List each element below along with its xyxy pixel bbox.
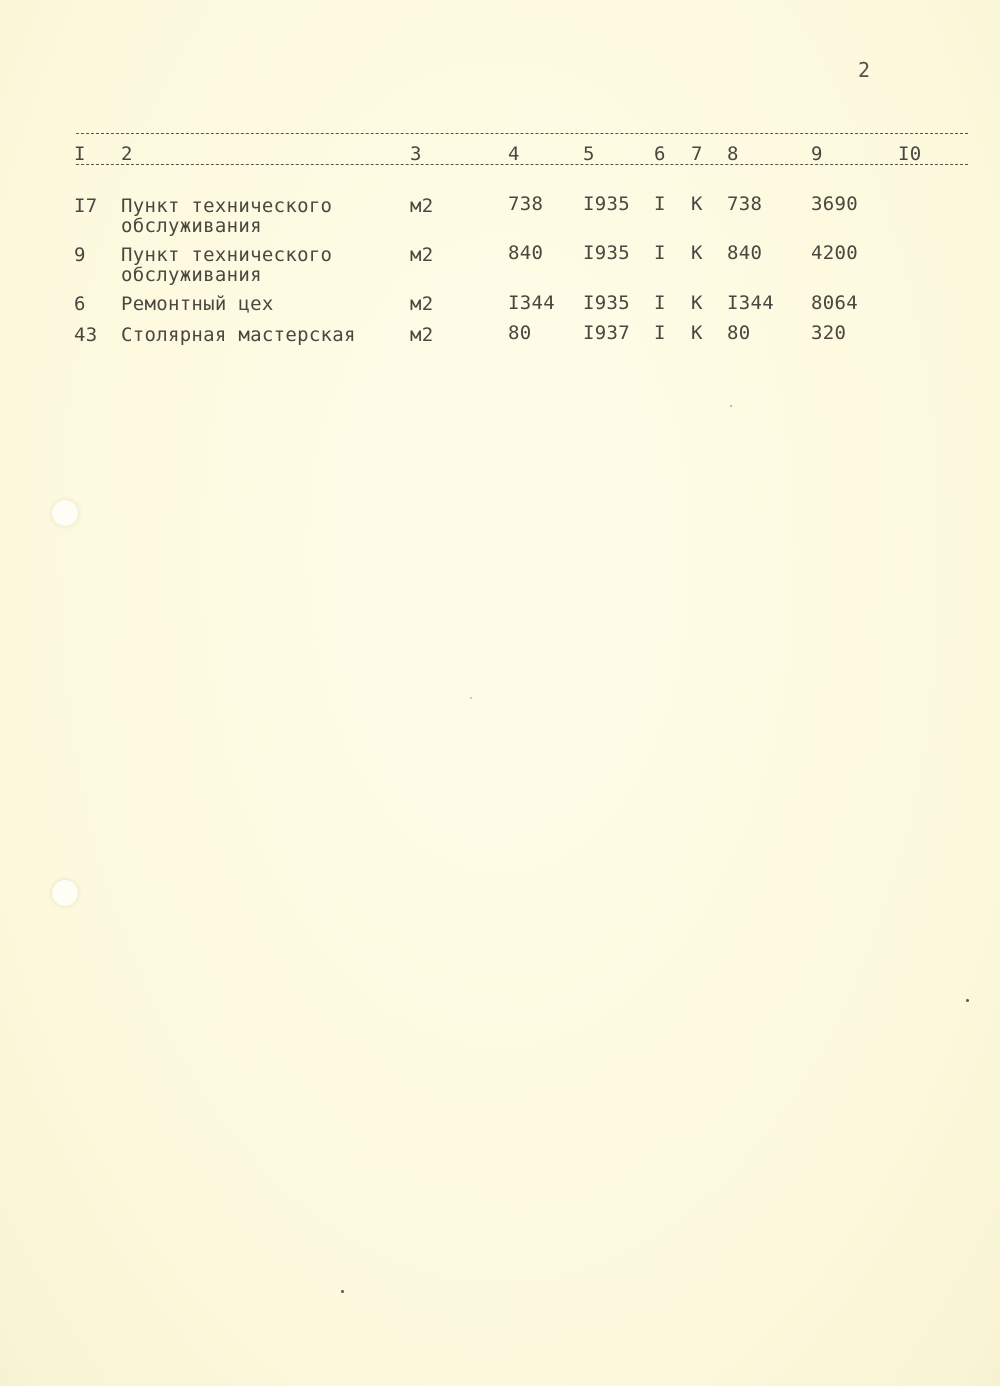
unit: м2: [410, 195, 434, 217]
unit: м2: [410, 324, 434, 346]
value-col9: 3690: [811, 193, 858, 215]
column-number-10: I0: [898, 143, 922, 165]
column-number-9: 9: [811, 143, 823, 165]
value-col4: 840: [508, 242, 544, 264]
binder-hole: [52, 500, 78, 526]
value-col7: К: [691, 292, 703, 314]
column-number-7: 7: [691, 143, 703, 165]
value-col7: К: [691, 193, 703, 215]
column-number-5: 5: [583, 143, 595, 165]
object-name: Пункт технического обслуживания: [121, 195, 333, 237]
value-col5: I935: [583, 242, 630, 264]
column-number-2: 2: [121, 143, 133, 165]
value-col4: 80: [508, 322, 532, 344]
table-top-rule: [76, 133, 968, 134]
unit: м2: [410, 244, 434, 266]
row-number: 43: [74, 324, 98, 346]
value-col6: I: [654, 292, 666, 314]
unit: м2: [410, 293, 434, 315]
value-col5: I935: [583, 193, 630, 215]
value-col6: I: [654, 242, 666, 264]
value-col4: I344: [508, 292, 555, 314]
value-col7: К: [691, 322, 703, 344]
value-col8: 738: [727, 193, 763, 215]
value-col6: I: [654, 193, 666, 215]
paper-speck: [966, 999, 969, 1002]
row-number: I7: [74, 195, 98, 217]
row-number: 6: [74, 293, 86, 315]
value-col5: I937: [583, 322, 630, 344]
object-name: Ремонтный цех: [121, 293, 274, 315]
value-col9: 4200: [811, 242, 858, 264]
table-header-rule: [76, 164, 968, 165]
column-number-4: 4: [508, 143, 520, 165]
column-number-3: 3: [410, 143, 422, 165]
column-number-8: 8: [727, 143, 739, 165]
binder-hole: [52, 880, 78, 906]
paper-speck: [341, 1290, 344, 1293]
row-number: 9: [74, 244, 86, 266]
value-col4: 738: [508, 193, 544, 215]
object-name: Пункт технического обслуживания: [121, 244, 333, 286]
value-col9: 320: [811, 322, 847, 344]
column-number-6: 6: [654, 143, 666, 165]
paper-speck: [730, 405, 732, 407]
object-name: Столярная мастерская: [121, 324, 356, 346]
paper-speck: [470, 697, 472, 699]
column-number-1: I: [74, 143, 86, 165]
value-col8: 80: [727, 322, 751, 344]
page-number: 2: [858, 58, 871, 82]
value-col9: 8064: [811, 292, 858, 314]
value-col8: 840: [727, 242, 763, 264]
value-col8: I344: [727, 292, 774, 314]
value-col6: I: [654, 322, 666, 344]
value-col7: К: [691, 242, 703, 264]
value-col5: I935: [583, 292, 630, 314]
